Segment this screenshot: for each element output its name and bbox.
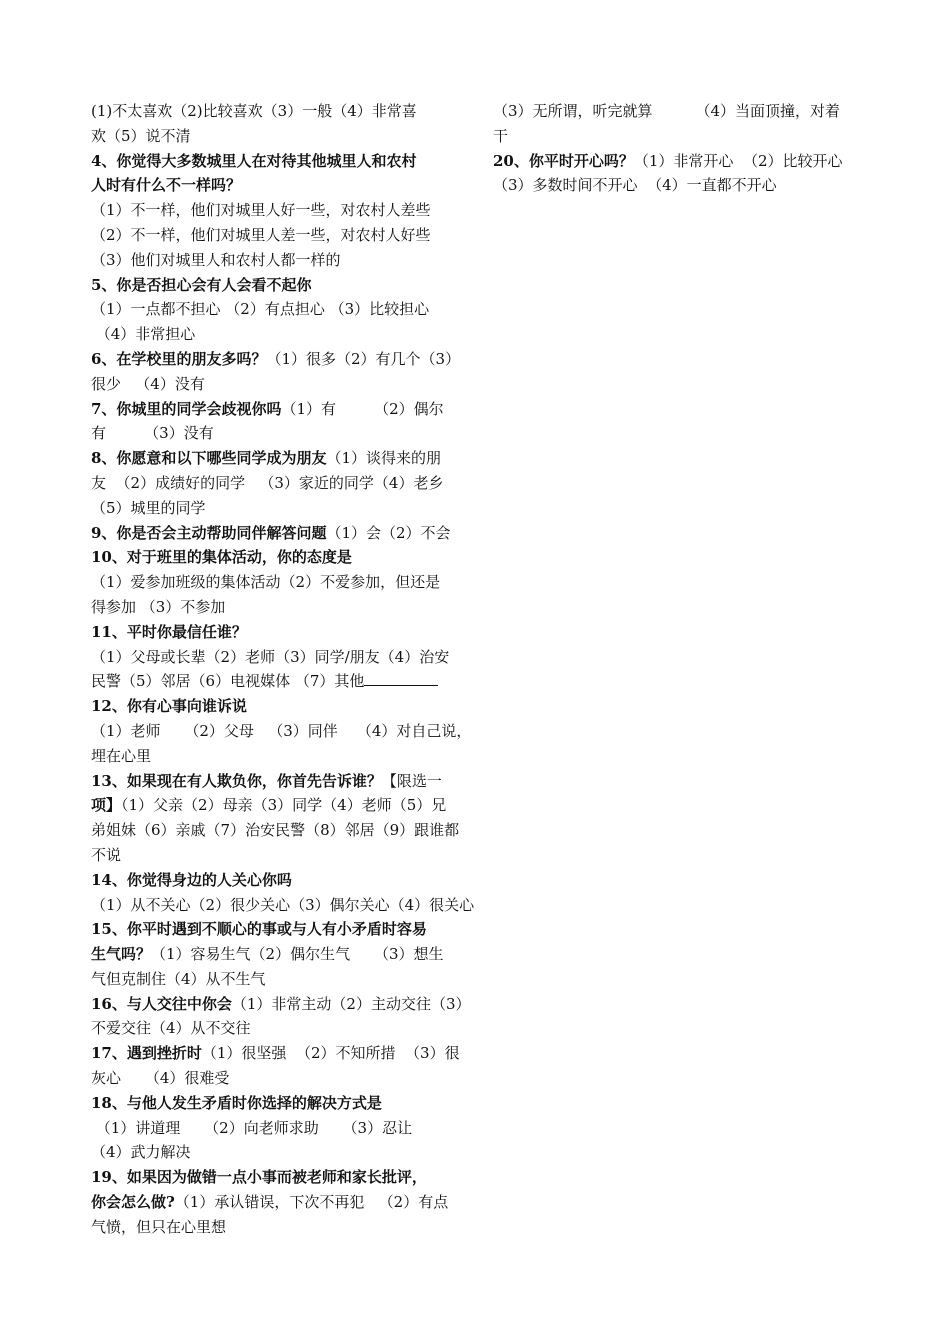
text-line — [91, 372, 461, 397]
text-line — [91, 347, 461, 372]
question-text: 15、你平时遇到不顺心的事或与人有小矛盾时容易 — [91, 920, 427, 939]
option-text: （1）很多（2）有几个（3） — [266, 349, 461, 368]
option-text: 干 — [493, 126, 509, 145]
text-line — [91, 1066, 461, 1091]
text-line — [91, 719, 472, 744]
text-line — [91, 669, 461, 694]
text-line — [91, 818, 461, 843]
option-text: （1）父亲（2）母亲（3）同学（4）老师（5）兄 — [121, 796, 447, 815]
option-text: （2）不一样，他们对城里人差一些，对农村人好些 — [91, 225, 431, 244]
option-text: （1）非常主动（2）主动交往（3） — [231, 994, 471, 1013]
option-text: 气愤，但只在心里想 — [91, 1217, 227, 1236]
text-line — [91, 1041, 461, 1066]
option-text: (1)不太喜欢（2)比较喜欢（3）一般（4）非常喜 — [91, 102, 417, 120]
question-text: 11、平时你最信任谁？ — [91, 622, 247, 641]
text-line — [91, 149, 461, 174]
right-column — [493, 99, 863, 198]
text-line — [91, 769, 461, 794]
text-line — [91, 843, 461, 868]
text-line — [493, 124, 863, 149]
option-text: 灰心 （4）很难受 — [91, 1069, 230, 1088]
option-text: （1）谈得来的朋 — [326, 449, 441, 468]
text-line — [91, 248, 461, 273]
text-line — [91, 496, 461, 521]
option-text: （5）城里的同学 — [91, 498, 206, 517]
text-line — [91, 521, 461, 546]
question-text: 9、你是否会主动帮助同伴解答问题 — [91, 523, 327, 542]
option-text: 埋在心里 — [91, 746, 152, 765]
question-text: 16、与人交往中你会 — [91, 994, 232, 1013]
option-text: （1）承认错误，下次不再犯 （2）有点 — [174, 1193, 449, 1212]
text-line — [493, 149, 863, 174]
option-text: 民警（5）邻居（6）电视媒体 （7）其他 — [91, 672, 365, 691]
text-line — [91, 421, 461, 446]
text-line — [91, 471, 461, 496]
text-line — [91, 893, 475, 918]
text-line — [91, 223, 461, 248]
option-text: 弟姐妹（6）亲戚（7）治安民警（8）邻居（9）跟谁都 — [91, 821, 460, 840]
option-text: 不爱交往（4）从不交往 — [91, 1019, 251, 1038]
text-line — [91, 570, 461, 595]
question-text: 14、你觉得身边的人关心你吗 — [91, 870, 292, 889]
option-text: （3）多数时间不开心 （4）一直都不开心 — [493, 176, 777, 195]
option-text: （1）容易生气（2）偶尔生气 （3）想生 — [151, 945, 444, 964]
question-text: 17、遇到挫折时 — [91, 1044, 202, 1063]
question-text: 10、对于班里的集体活动，你的态度是 — [91, 548, 352, 567]
option-text: （1）有 （2）偶尔 — [281, 399, 444, 418]
text-line — [91, 992, 471, 1017]
text-line — [91, 620, 461, 645]
question-text: 12、你有心事向谁诉说 — [91, 697, 247, 716]
text-line — [91, 942, 461, 967]
option-text: （4）非常担心 — [91, 325, 196, 344]
text-line — [91, 595, 461, 620]
question-text: 项】 — [91, 796, 122, 815]
option-text: （3）无所谓，听完就算 （4）当面顶撞，对着 — [493, 102, 841, 120]
option-text: 有 （3）没有 — [91, 424, 214, 443]
text-line — [493, 173, 863, 198]
option-text: 欢（5）说不清 — [91, 126, 191, 145]
option-text: 气但克制住（4）从不生气 — [91, 969, 266, 988]
question-text: 人时有什么不一样吗？ — [91, 176, 242, 195]
option-text: （3）他们对城里人和农村人都一样的 — [91, 250, 341, 269]
option-text: （1）老师 （2）父母 （3）同伴 （4）对自己说， — [91, 721, 472, 740]
option-text: （4）武力解决 — [91, 1143, 191, 1162]
left-column — [91, 99, 475, 1240]
text-line — [91, 397, 461, 422]
text-line — [91, 1140, 461, 1165]
text-line — [91, 273, 461, 298]
option-text: 很少 （4）没有 — [91, 374, 205, 393]
question-text: 6、在学校里的朋友多吗？ — [91, 349, 267, 368]
text-line — [91, 868, 461, 893]
question-text: 5、你是否担心会有人会看不起你 — [91, 275, 312, 294]
text-line — [91, 198, 461, 223]
text-line — [91, 1016, 461, 1041]
option-text: （1）从不关心（2）很少关心（3）偶尔关心（4）很关心 — [91, 895, 475, 914]
question-text: 4、你觉得大多数城里人在对待其他城里人和农村 — [91, 151, 417, 170]
text-line — [91, 645, 461, 670]
question-text: 8、你愿意和以下哪些同学成为朋友 — [91, 449, 327, 468]
text-line — [91, 545, 461, 570]
text-line — [91, 99, 461, 124]
option-text: （1）一点都不担心 （2）有点担心 （3）比较担心 — [91, 300, 430, 319]
question-text: 18、与他人发生矛盾时你选择的解决方式是 — [91, 1093, 382, 1112]
option-text: （1）很坚强 （2）不知所措 （3）很 — [201, 1044, 460, 1063]
option-text: 【限选一 — [381, 771, 442, 790]
text-line — [91, 1190, 461, 1215]
text-line — [91, 446, 461, 471]
text-line — [91, 917, 461, 942]
question-text: 20、你平时开心吗？ — [493, 151, 634, 170]
text-line — [91, 322, 461, 347]
question-text: 19、如果因为做错一点小事而被老师和家长批评， — [91, 1168, 427, 1187]
question-text: 你会怎么做? — [91, 1193, 175, 1212]
text-line — [91, 967, 461, 992]
text-line — [91, 694, 461, 719]
option-text: （1）非常开心 （2）比较开心 — [633, 151, 843, 170]
fill-in-blank — [364, 669, 438, 686]
text-line — [91, 1116, 461, 1141]
option-text: 友 （2）成绩好的同学 （3）家近的同学（4）老乡 — [91, 473, 444, 492]
text-line — [91, 1091, 461, 1116]
text-line — [91, 173, 461, 198]
option-text: （1）讲道理 （2）向老师求助 （3）忍让 — [91, 1118, 413, 1137]
option-text: （1）父母或长辈（2）老师（3）同学/朋友（4）治安 — [91, 647, 450, 666]
question-text: 7、你城里的同学会歧视你吗 — [91, 399, 282, 418]
question-text: 13、如果现在有人欺负你，你首先告诉谁？ — [91, 771, 382, 790]
option-text: （1）不一样，他们对城里人好一些，对农村人差些 — [91, 201, 431, 220]
text-line — [493, 99, 863, 124]
option-text: （1）爱参加班级的集体活动（2）不爱参加，但还是 — [91, 573, 441, 592]
option-text: （1）会（2）不会 — [326, 523, 451, 542]
text-line — [91, 1165, 461, 1190]
option-text: 得参加 （3）不参加 — [91, 597, 226, 616]
text-line — [91, 793, 461, 818]
option-text: 不说 — [91, 845, 122, 864]
text-line — [91, 744, 461, 769]
text-line — [91, 124, 461, 149]
question-text: 生气吗？ — [91, 945, 152, 964]
text-line — [91, 1215, 461, 1240]
text-line — [91, 297, 461, 322]
